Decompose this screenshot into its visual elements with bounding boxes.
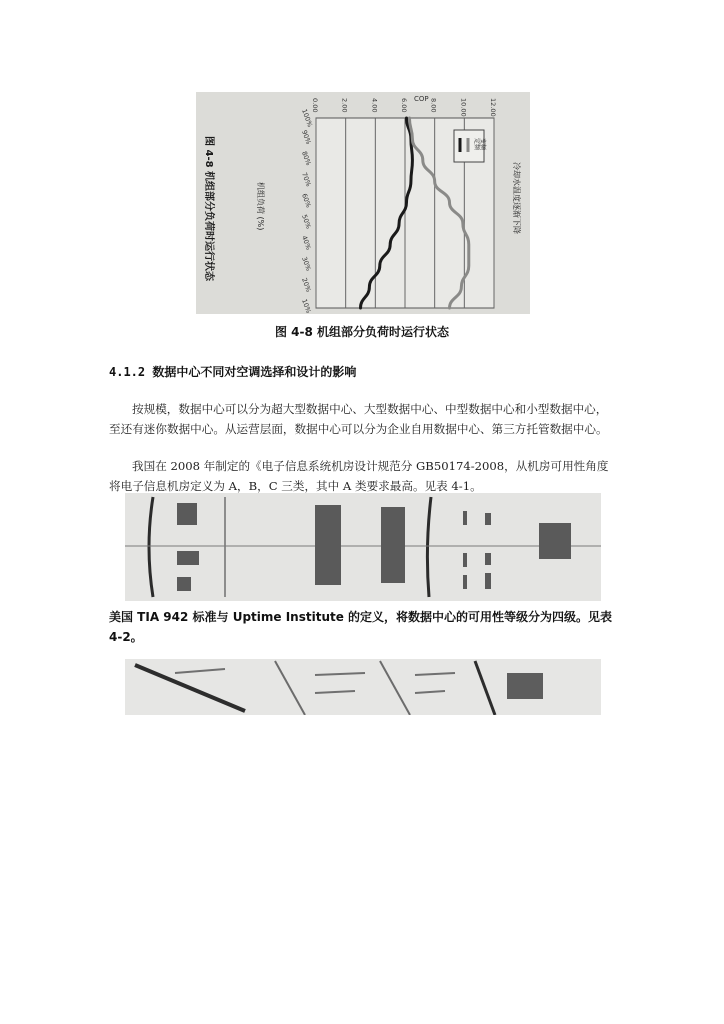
- x-tick-label: 80%: [300, 150, 313, 167]
- paragraph-gb50174: 我国在 2008 年制定的《电子信息系统机房设计规范分 GB50174-2008，从机房可用性角度将电子信息机房定义为 A，B，C 三类，其中 A 类要求最高。见表 4-1。: [109, 459, 609, 493]
- x-tick-label: 10%: [300, 297, 313, 314]
- figure-caption: 图 4-8 机组部分负荷时运行状态: [274, 325, 450, 339]
- y-tick-label: 10.00: [459, 98, 468, 117]
- table-4-2-photo: [125, 659, 601, 715]
- paragraph-scale: 按规模，数据中心可以分为超大型数据中心、大型数据中心、中型数据中心和小型数据中心，至还有迷你数据中心。从运营层面，数据中心可以分为企业自用数据中心、第三方托管数据中心。: [109, 402, 608, 436]
- x-tick-label: 100%: [300, 107, 314, 129]
- y-tick-label: 6.00: [400, 98, 408, 113]
- x-tick-label: 60%: [300, 192, 313, 209]
- x-tick-label: 70%: [300, 171, 313, 188]
- paragraph-tia942: 美国 TIA 942 标准与 Uptime Institute 的定义，将数据中心的可用性等级分为四级。见表 4-2。: [109, 610, 613, 644]
- section-title: 数据中心不同对空调选择和设计的影响: [152, 365, 357, 379]
- chart-photo: [196, 92, 530, 314]
- y-tick-label: 2.00: [340, 98, 349, 113]
- figure-side-title: 图 4-8 机组部分负荷时运行状态: [203, 136, 214, 282]
- legend-fixed: 定频: [473, 138, 480, 151]
- section-heading: [109, 363, 356, 380]
- y-tick-label: 0.00: [311, 98, 319, 113]
- chart-legend: [454, 130, 487, 162]
- x-tick-label: 40%: [300, 234, 313, 251]
- y-tick-label: 8.00: [429, 98, 438, 113]
- legend-variable: 变频: [479, 138, 486, 151]
- table-4-1-photo: [125, 493, 601, 601]
- right-title: 冷却水温度逐渐下降: [512, 162, 521, 234]
- x-tick-label: 90%: [300, 129, 313, 146]
- y-tick-label: 4.00: [370, 98, 379, 113]
- x-tick-label: 30%: [300, 255, 313, 273]
- cop-chart: [196, 92, 530, 314]
- x-tick-label: 20%: [300, 276, 313, 294]
- x-tick-label: 50%: [300, 213, 313, 230]
- x-axis-title: 机组负荷 (%): [256, 182, 265, 231]
- section-number: 4.1.2: [109, 365, 146, 379]
- y-tick-label: 12.00: [489, 98, 497, 117]
- cop-label: COP: [414, 95, 429, 103]
